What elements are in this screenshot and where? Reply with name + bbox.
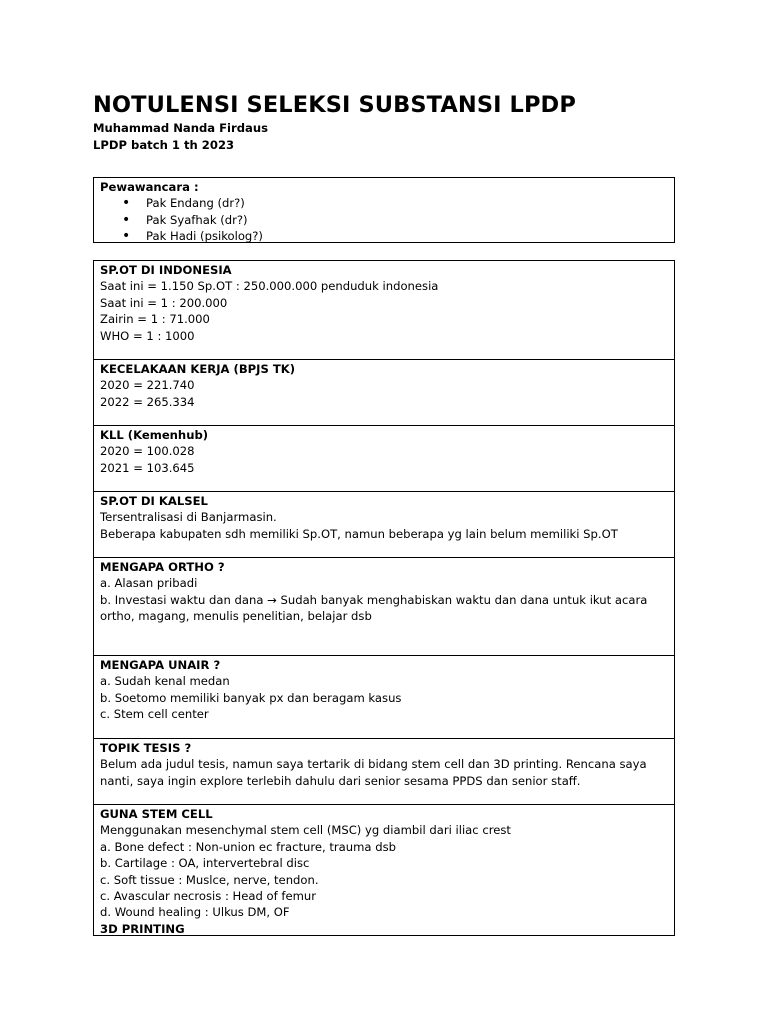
section-line: c. Avascular necrosis : Head of femur xyxy=(100,889,317,904)
section-heading: TOPIK TESIS ? xyxy=(100,741,192,755)
batch-label: LPDP batch 1 th 2023 xyxy=(93,137,235,152)
author-name: Muhammad Nanda Firdaus xyxy=(93,121,269,135)
section-heading: SP.OT DI KALSEL xyxy=(100,494,208,508)
section-line: Beberapa kabupaten sdh memiliki Sp.OT, namun beberapa yg lain belum memiliki Sp.OT xyxy=(100,526,618,541)
section-heading: SP.OT DI INDONESIA xyxy=(100,263,232,277)
section-line: Zairin = 1 : 71.000 xyxy=(100,312,210,327)
section-line: b. Investasi waktu dan dana → Sudah banyak menghabiskan waktu dan dana untuk ikut acara ortho, magang, menulis penelitian, belajar dsb xyxy=(100,592,648,624)
section-line: WHO = 1 : 1000 xyxy=(100,328,195,343)
section-spot-kalsel xyxy=(94,492,674,558)
section-line: Belum ada judul tesis, namun saya tertarik di bidang stem cell dan 3D printing. Rencana saya nanti, saya ingin explore terlebih dahulu dari senior sesama PPDS dan senior staff. xyxy=(100,757,647,788)
section-heading: KECELAKAAN KERJA (BPJS TK) xyxy=(100,362,296,376)
document-page xyxy=(93,90,675,936)
section-line: a. Sudah kenal medan xyxy=(100,674,230,689)
interviewer-item: • Pak Endang (dr?) xyxy=(100,195,668,211)
section-line: d. Wound healing : Ulkus DM, OF xyxy=(100,905,290,920)
section-heading: MENGAPA ORTHO ? xyxy=(100,560,225,574)
section-heading: GUNA STEM CELL xyxy=(100,807,213,821)
section-stem-cell xyxy=(94,805,674,935)
notes-table xyxy=(93,260,675,936)
section-why-ortho xyxy=(94,558,674,656)
section-line: 2022 = 265.334 xyxy=(100,394,195,409)
section-line: b. Soetomo memiliki banyak px dan beragam kasus xyxy=(100,690,402,705)
section-kll xyxy=(94,426,674,492)
section-heading-3d-printing: 3D PRINTING xyxy=(100,921,185,936)
section-line: c. Soft tissue : Muslce, nerve, tendon. xyxy=(100,872,319,887)
section-line: b. Cartilage : OA, intervertebral disc xyxy=(100,856,310,871)
section-heading: MENGAPA UNAIR ? xyxy=(100,658,221,672)
interviewer-item: • Pak Hadi (psikolog?) xyxy=(100,228,668,244)
interviewers-list xyxy=(100,195,668,244)
section-line: a. Alasan pribadi xyxy=(100,576,198,591)
section-work-accidents xyxy=(94,360,674,426)
section-line: 2020 = 221.740 xyxy=(100,378,195,393)
section-thesis-topic xyxy=(94,739,674,805)
section-line: c. Stem cell center xyxy=(100,707,209,722)
section-line: 2021 = 103.645 xyxy=(100,460,195,475)
interviewers-box xyxy=(93,177,675,243)
section-why-unair xyxy=(94,656,674,739)
section-line: Saat ini = 1.150 Sp.OT : 250.000.000 penduduk indonesia xyxy=(100,279,439,294)
section-line: 2020 = 100.028 xyxy=(100,444,195,459)
document-title: NOTULENSI SELEKSI SUBSTANSI LPDP xyxy=(93,92,576,118)
section-line: a. Bone defect : Non-union ec fracture, trauma dsb xyxy=(100,839,396,854)
section-line: Tersentralisasi di Banjarmasin. xyxy=(100,510,277,525)
section-line: Saat ini = 1 : 200.000 xyxy=(100,295,228,310)
interviewers-label: Pewawancara : xyxy=(100,180,199,194)
interviewer-item: • Pak Syafhak (dr?) xyxy=(100,212,668,228)
section-heading: KLL (Kemenhub) xyxy=(100,428,209,442)
section-line: Menggunakan mesenchymal stem cell (MSC) yg diambil dari iliac crest xyxy=(100,823,511,838)
section-spot-indonesia xyxy=(94,261,674,360)
